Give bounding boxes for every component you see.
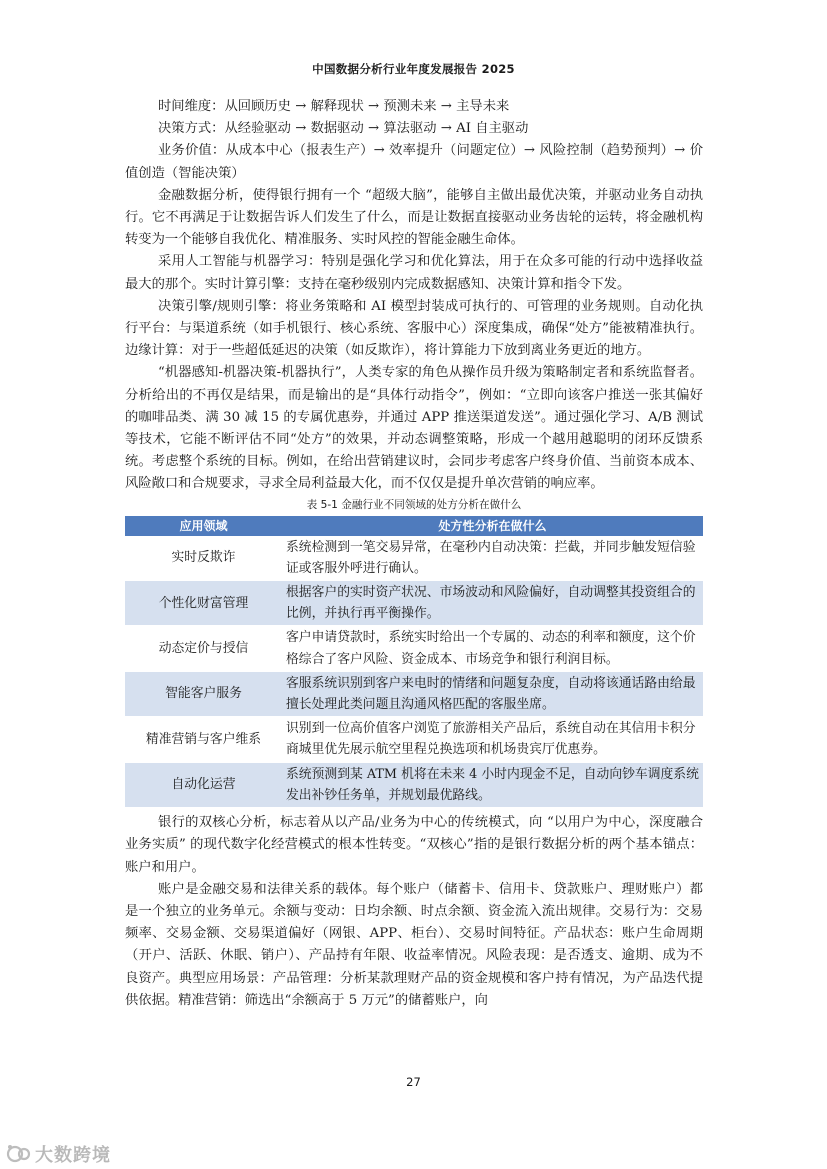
paragraph: “机器感知-机器决策-机器执行”，人类专家的角色从操作员升级为策略制定者和系统监督者。分析给出的不再仅是结果，而是输出的是“具体行动指令”，例如：“立即向该客户推送一张其偏好的咖啡品类、满 30 减 15 的专属优惠券，并通过 APP 推送渠道发送”。通过强化学习、A/B 测试等技术，它能不断评估不同“处方”的效果，并动态调整策略，形成一个越用越聪明的闭环反馈系统。考虑整个系统的目标。例如，在给出营销建议时，会同步考虑客户终身价值、当前资本成本、风险敞口和合规要求，寻求全局利益最大化，而不仅仅是提升单次营销的响应率。	[125, 365, 703, 492]
page-header: 中国数据分析行业年度发展报告 2025	[312, 62, 515, 76]
paragraph: 银行的双核心分析，标志着从以产品/业务为中心的传统模式，向 “以用户为中心，深度融合业务实质” 的现代数字化经营模式的根本性转变。“双核心”指的是银行数据分析的两个基本锚点：账户和用户。	[125, 815, 703, 875]
paragraph: 决策引擎/规则引擎：将业务策略和 AI 模型封装成可执行的、可管理的业务规则。自动化执行平台：与渠道系统（如手机银行、核心系统、客服中心）深度集成，确保“处方”能被精准执行。边缘计算：对于一些超低延迟的决策（如反欺诈），将计算能力下放到离业务更近的地方。	[125, 298, 703, 359]
table-row	[125, 581, 703, 626]
table-cell-domain: 动态定价与授信	[125, 626, 282, 671]
table-caption: 表 5-1 金融行业不同领域的处方分析在做什么	[306, 498, 522, 511]
prescriptive-analysis-table	[125, 516, 703, 808]
paragraph: 决策方式：从经验驱动 → 数据驱动 → 算法驱动 → AI 自主驱动	[158, 121, 529, 137]
table-cell-description: 系统检测到一笔交易异常，在毫秒内自动决策：拦截，并同步触发短信验证或客服外呼进行确认。	[282, 536, 703, 581]
paragraph: 业务价值：从成本中心（报表生产）→ 效率提升（问题定位）→ 风险控制（趋势预判）→ 价值创造（智能决策）	[125, 143, 703, 181]
table-cell-domain: 自动化运营	[125, 762, 282, 807]
paragraph: 采用人工智能与机器学习：特别是强化学习和优化算法，用于在众多可能的行动中选择收益最大的那个。实时计算引擎：支持在毫秒级别内完成数据感知、决策计算和指令下发。	[125, 254, 703, 292]
document-body	[125, 96, 703, 1012]
paragraph: 金融数据分析，使得银行拥有一个 “超级大脑”，能够自主做出最优决策，并驱动业务自动执行。它不再满足于让数据告诉人们发生了什么，而是让数据直接驱动业务齿轮的运转，将金融机构转变为一个能够自我优化、精准服务、实时风控的智能金融生命体。	[125, 187, 703, 248]
table-cell-domain: 智能客户服务	[125, 671, 282, 716]
table-row	[125, 626, 703, 671]
table-row	[125, 536, 703, 581]
paragraph: 时间维度：从回顾历史 → 解释现状 → 预测未来 → 主导未来	[158, 99, 510, 114]
table-row	[125, 717, 703, 762]
watermark	[6, 1141, 111, 1167]
table-cell-domain: 个性化财富管理	[125, 581, 282, 626]
table-header-description: 处方性分析在做什么	[282, 516, 703, 536]
table-cell-description: 根据客户的实时资产状况、市场波动和风险偏好，自动调整其投资组合的比例，并执行再平衡操作。	[282, 581, 703, 626]
page-number: 27	[406, 1075, 421, 1089]
table-header-domain: 应用领域	[125, 516, 282, 536]
table-cell-description: 识别到一位高价值客户浏览了旅游相关产品后，系统自动在其信用卡积分商城里优先展示航空里程兑换选项和机场贵宾厅优惠券。	[282, 717, 703, 762]
logo-icon	[6, 1143, 32, 1165]
table-cell-domain: 实时反欺诈	[125, 536, 282, 581]
watermark-text: 大数跨境	[35, 1145, 111, 1166]
table-cell-description: 客户申请贷款时，系统实时给出一个专属的、动态的利率和额度，这个价格综合了客户风险、资金成本、市场竞争和银行利润目标。	[282, 626, 703, 671]
table-cell-domain: 精准营销与客户维系	[125, 717, 282, 762]
table-header-row	[125, 516, 703, 536]
table-row	[125, 671, 703, 716]
table-cell-description: 系统预测到某 ATM 机将在未来 4 小时内现金不足，自动向钞车调度系统发出补钞任务单，并规划最优路线。	[282, 762, 703, 807]
table-row	[125, 762, 703, 807]
table-cell-description: 客服系统识别到客户来电时的情绪和问题复杂度，自动将该通话路由给最擅长处理此类问题且沟通风格匹配的客服坐席。	[282, 671, 703, 716]
paragraph: 账户是金融交易和法律关系的载体。每个账户（储蓄卡、信用卡、贷款账户、理财账户）都是一个独立的业务单元。余额与变动：日均余额、时点余额、资金流入流出规律。交易行为：交易频率、交易金额、交易渠道偏好（网银、APP、柜台）、交易时间特征。产品状态：账户生命周期（开户、活跃、休眠、销户）、产品持有年限、收益率情况。风险表现：是否透支、逾期、成为不良资产。典型应用场景：产品管理：分析某款理财产品的资金规模和客户持有情况，为产品迭代提供依据。精准营销：筛选出“余额高于 5 万元”的储蓄账户，向	[125, 881, 703, 1008]
